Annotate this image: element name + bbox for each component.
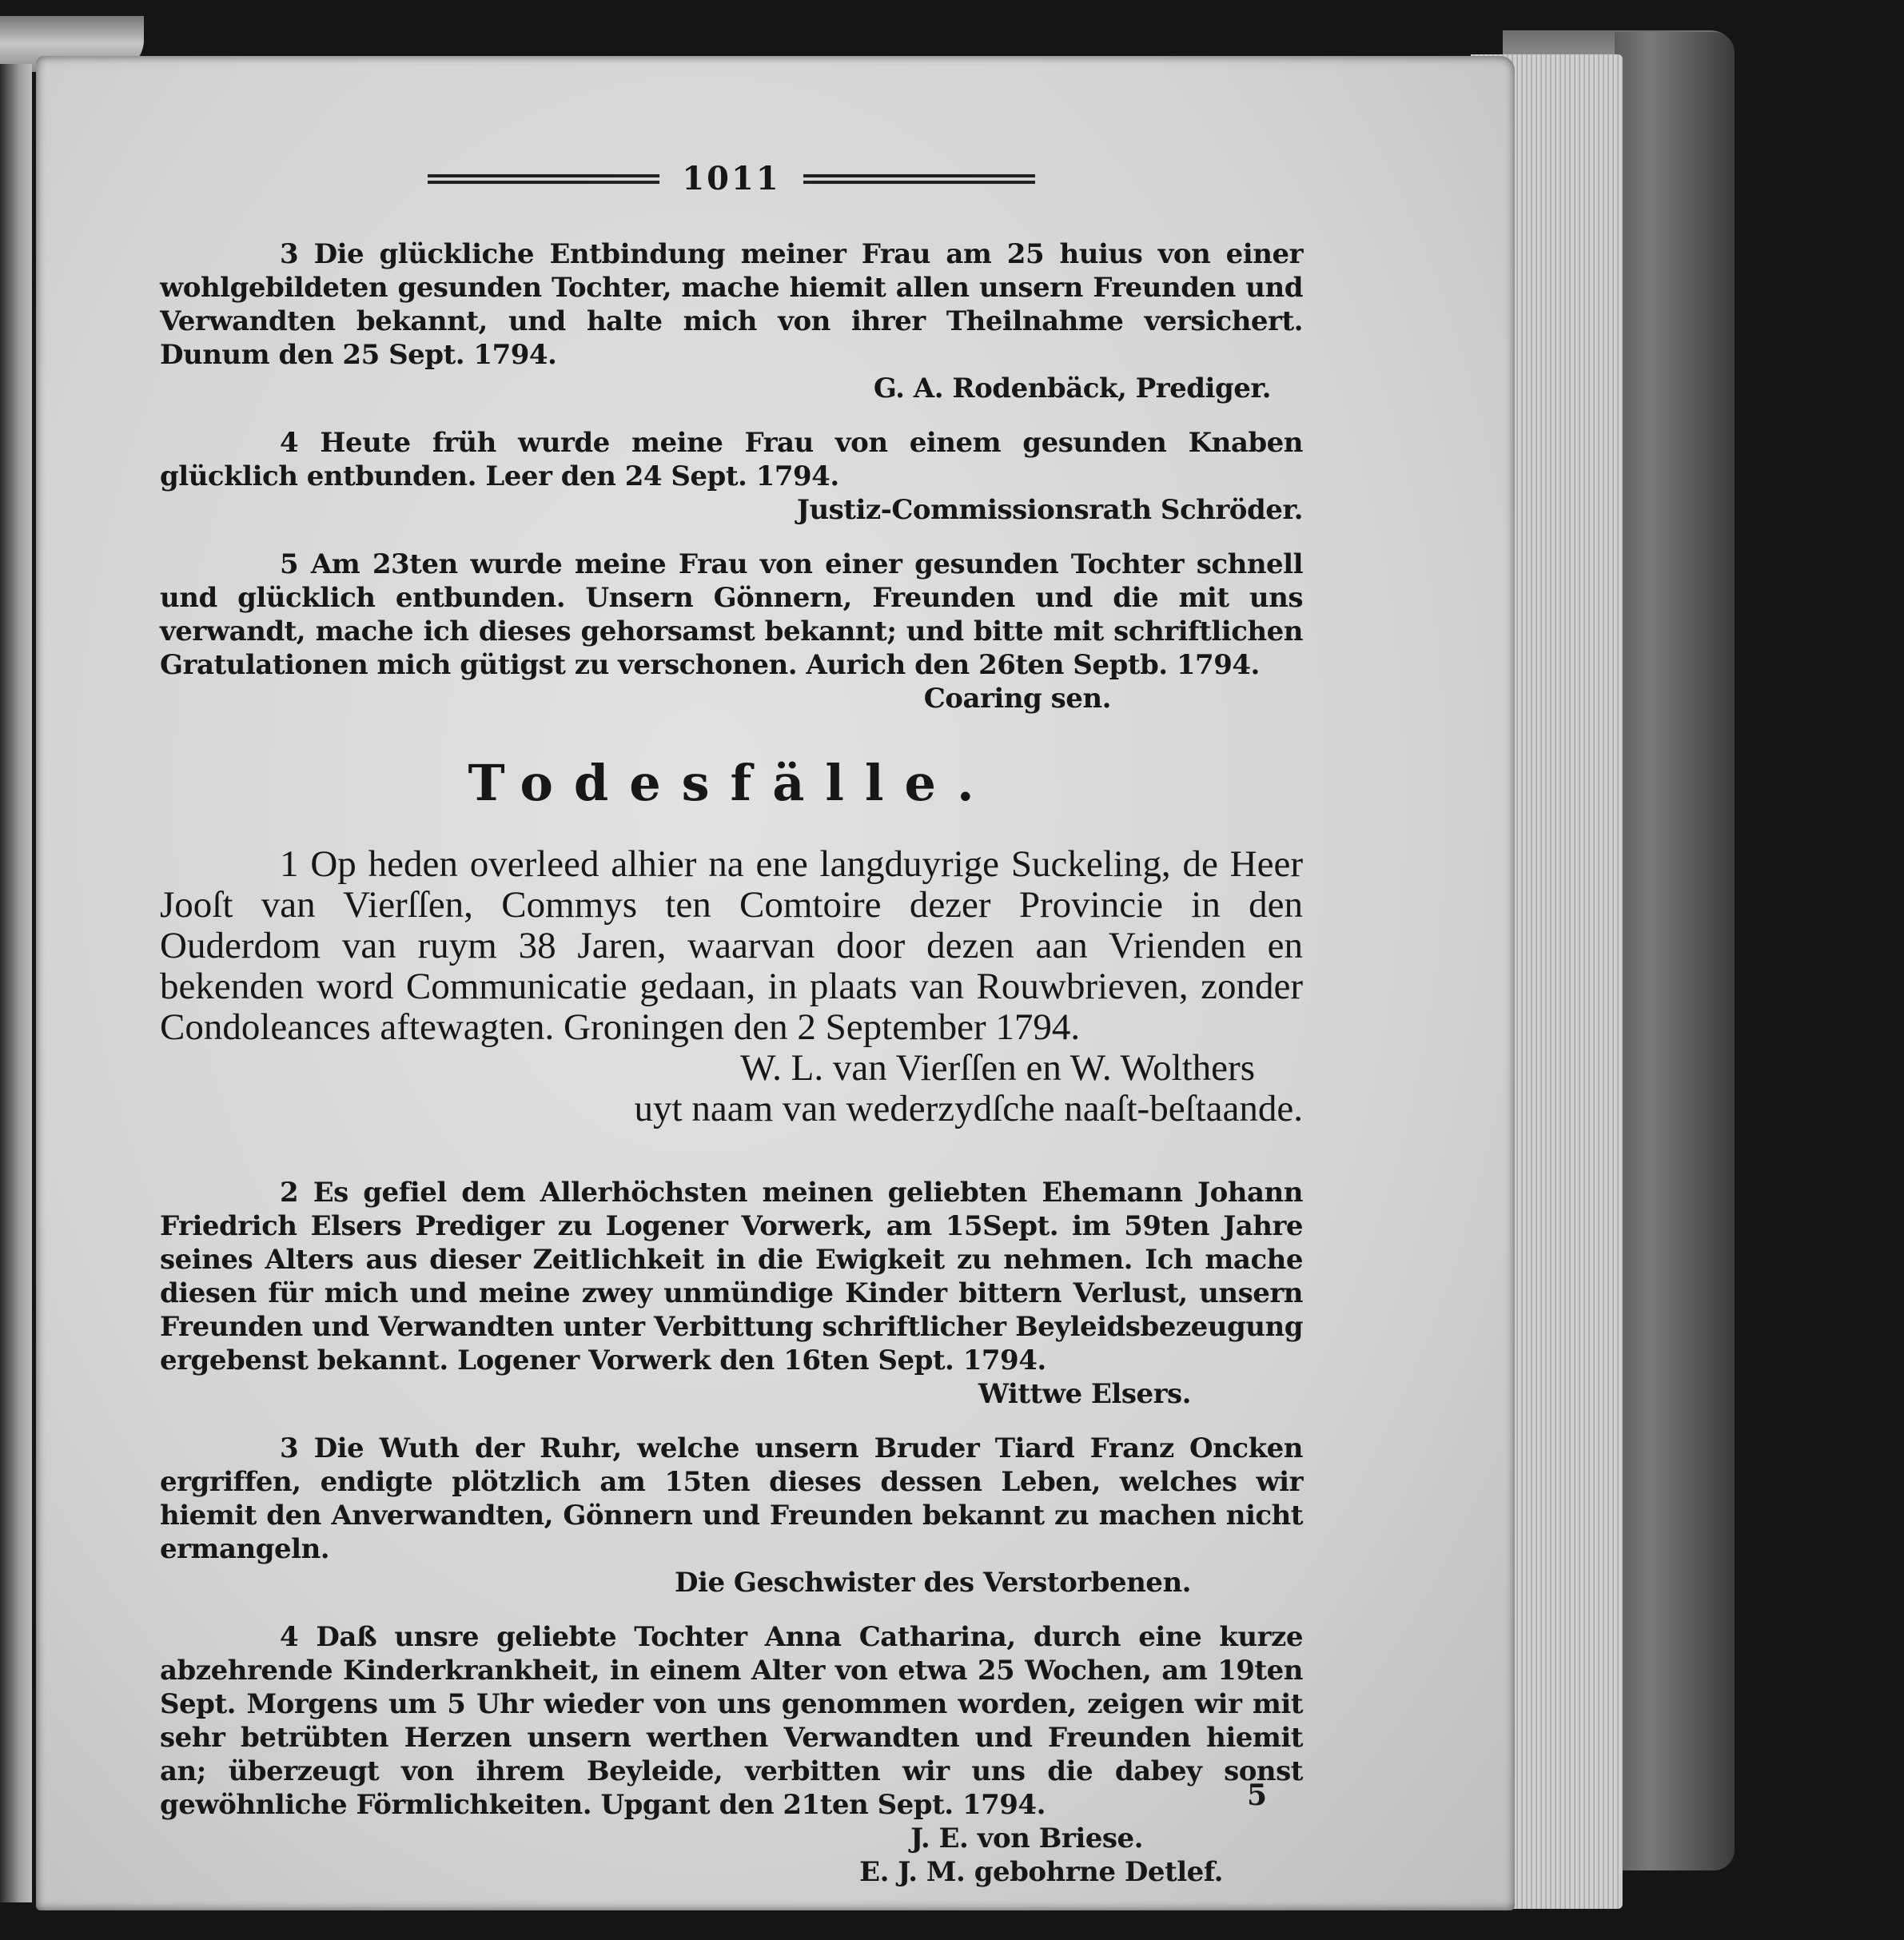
notice-signature: J. E. von Briese.: [910, 1822, 1143, 1854]
notice-text: Es gefiel dem Allerhöchsten meinen geliebten Ehemann Johann Friedrich Elsers Prediger zu Logener Vorwerk, am 15Sept. im 59ten Jahre seines Alters aus dieser Zeitlichkeit in die Ewigkeit zu nehmen. Ich mache diesen für mich und meine zwey unmündige Kinder bittern Verlust, unsern Freunden und Verwandten unter Verbittung schriftlicher Beyleidsbezeugung ergebenst bekannt. Logener Vorwerk den 16ten Sept. 1794.: [160, 1177, 1303, 1376]
notice-number: 1: [280, 843, 299, 885]
notice-number: 3: [280, 238, 299, 270]
notice-text: Heute früh wurde meine Frau von einem gesunden Knaben glücklich entbunden. Leer den 24 Sept. 1794.: [160, 427, 1304, 492]
death-notice-3: [160, 1432, 1303, 1599]
notice-signature: Coaring sen.: [923, 683, 1111, 715]
birth-notice-3: [160, 237, 1303, 405]
notice-number: 3: [280, 1432, 299, 1464]
book-cover-edge: [1615, 32, 1735, 1870]
catchword: 5: [1247, 1779, 1268, 1812]
notice-text: Die Wuth der Ruhr, welche unsern Bruder Tiard Franz Oncken ergriffen, endigte plötzlich am 15ten dieses dessen Leben, welches wir hiemit den Anverwandten, Gönnern und Freunden bekannt zu machen nicht ermangeln.: [160, 1432, 1303, 1565]
header-rule-right: [803, 174, 1035, 184]
page-number: 1011: [682, 160, 781, 197]
notice-text: Op heden overleed alhier na ene langduyrige Suckeling, de Heer Jooſt van Vierſſen, Commys ten Comtoire dezer Provincie in den Ouderdom van ruym 38 Jaren, waarvan door dezen aan Vrienden en bekenden word Communicatie gedaan, in plaats van Rouwbrieven, zonder Condoleances aftewagten. Groningen den 2 September 1794.: [160, 843, 1303, 1048]
birth-notice-4: [160, 426, 1303, 527]
death-notice-1: [160, 844, 1303, 1129]
notice-signature: G. A. Rodenbäck, Prediger.: [873, 372, 1271, 404]
notice-signature: Justiz-Commissionsrath Schröder.: [796, 494, 1303, 526]
notice-signature-line-2: uyt naam van wederzydſche naaſt-beſtaande.: [634, 1088, 1303, 1129]
notice-number: 4: [280, 427, 299, 459]
notice-signature: W. L. van Vierſſen en W. Wolthers: [740, 1047, 1255, 1089]
notice-signature-line-2: E. J. M. gebohrne Detlef.: [859, 1856, 1223, 1888]
left-page-edge: [0, 64, 32, 1902]
birth-notice-5: [160, 548, 1303, 715]
page-text: [160, 160, 1303, 1910]
notice-number: 5: [280, 548, 299, 580]
header-rule-left: [428, 174, 659, 184]
notice-number: 4: [280, 1621, 299, 1653]
notice-text: Die glückliche Entbindung meiner Frau am 25 huius von einer wohlgebildeten gesunden Tochter, mache hiemit allen unsern Freunden und Verwandten bekannt, und halte mich von ihrer Theilnahme versichert. Dunum den 25 Sept. 1794.: [160, 238, 1303, 371]
notice-signature: Wittwe Elsers.: [978, 1378, 1191, 1410]
notice-text: Daß unsre geliebte Tochter Anna Catharina, durch eine kurze abzehrende Kinderkrankheit, in einem Alter von etwa 25 Wochen, am 19ten Sept. Morgens um 5 Uhr wieder von uns genommen worden, zeigen wir mit sehr betrübten Herzen unsern werthen Verwandten und Freunden hiemit an; überzeugt von ihrem Beyleide, verbitten wir uns die dabey sonst gewöhnliche Förmlichkeiten. Upgant den 21ten Sept. 1794.: [160, 1621, 1303, 1821]
notice-signature: Die Geschwister des Verstorbenen.: [675, 1567, 1191, 1599]
death-notice-2: [160, 1176, 1303, 1411]
notice-text: Am 23ten wurde meine Frau von einer gesunden Tochter schnell und glücklich entbunden. Unsern Gönnern, Freunden und die mit uns verwandt, mache ich dieses gehorsamst bekannt; und bitte mit schriftlichen Gratulationen mich gütigst zu verschonen. Aurich den 26ten Septb. 1794.: [160, 548, 1304, 681]
section-heading: Todesfälle.: [468, 754, 995, 812]
death-notice-4: [160, 1620, 1303, 1889]
notice-number: 2: [280, 1177, 299, 1209]
running-head: [160, 160, 1303, 197]
